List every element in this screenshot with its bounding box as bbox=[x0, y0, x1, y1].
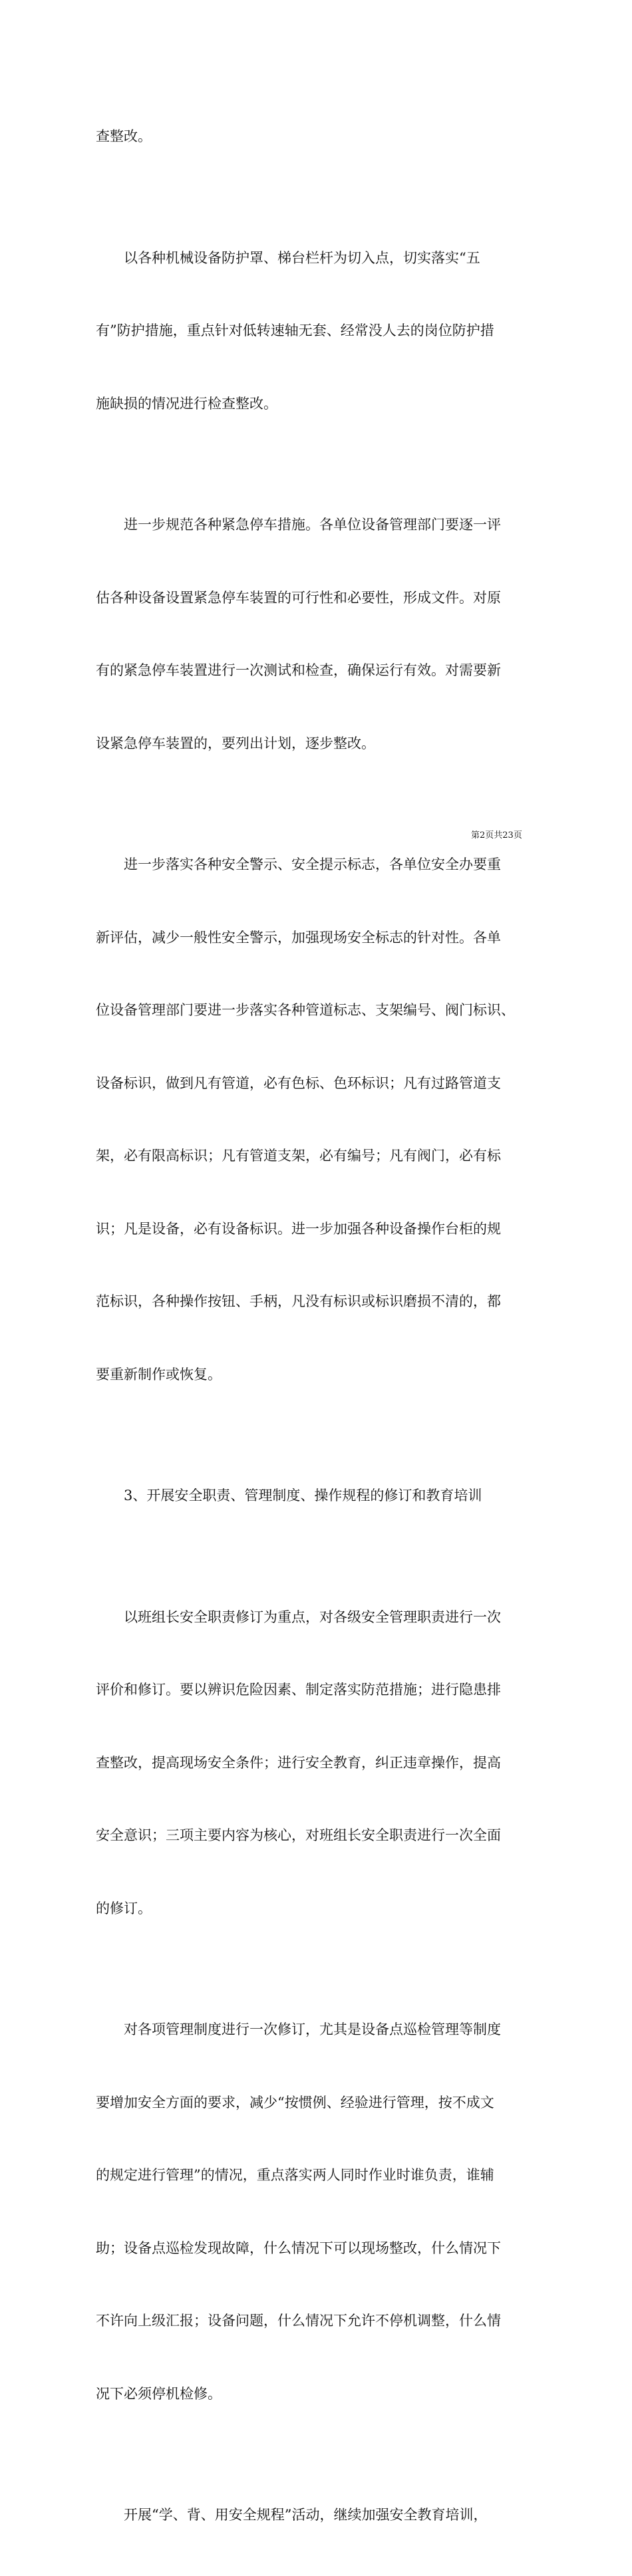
text-line: 进一步规范各种紧急停车措施。各单位设备管理部门要逐一评 bbox=[124, 517, 501, 533]
text-line: 进一步落实各种安全警示、安全提示标志，各单位安全办要重 bbox=[124, 856, 501, 872]
text-line: 新评估，减少一般性安全警示，加强现场安全标志的针对性。各单 bbox=[96, 929, 501, 946]
paragraph bbox=[96, 1557, 548, 1970]
text-line: 要增加安全方面的要求，减少“按惯例、经验进行管理，按不成文 bbox=[96, 2094, 494, 2111]
text-line: 施缺损的情况进行检查整改。 bbox=[96, 395, 277, 412]
text-line: 以班组长安全职责修订为重点，对各级安全管理职责进行一次 bbox=[124, 1609, 501, 1625]
text-line: 的修订。 bbox=[96, 1900, 152, 1916]
text-line: 对各项管理制度进行一次修订，尤其是设备点巡检管理等制度 bbox=[124, 2021, 501, 2037]
text-line: 范标识，各种操作按钮、手柄，凡没有标识或标识磨损不清的，都 bbox=[96, 1293, 501, 1309]
text-line: 况下必须停机检修。 bbox=[96, 2385, 222, 2402]
text-line: 3、开展安全职责、管理制度、操作规程的修订和教育培训 bbox=[124, 1487, 482, 1503]
text-line: 设备标识，做到凡有管道，必有色标、色环标识；凡有过路管道支 bbox=[96, 1075, 501, 1091]
section-heading bbox=[96, 1435, 548, 1557]
text-line: 有”防护措施，重点针对低转速轴无套、经常没人去的岗位防护措 bbox=[96, 322, 494, 338]
text-line: 查整改。 bbox=[96, 128, 152, 144]
text-line: 助；设备点巡检发现故障，什么情况下可以现场整改，什么情况下 bbox=[96, 2240, 501, 2256]
paragraph bbox=[96, 1969, 548, 2454]
text-line: 不许向上级汇报；设备问题，什么情况下允许不停机调整，什么情 bbox=[96, 2313, 501, 2329]
text-line: 有的紧急停车装置进行一次测试和检查，确保运行有效。对需要新 bbox=[96, 662, 501, 678]
text-line: 以各种机械设备防护罩、梯台栏杆为切入点，切实落实“五 bbox=[124, 249, 480, 266]
paragraph bbox=[96, 464, 548, 804]
text-line: 设紧急停车装置的，要列出计划，逐步整改。 bbox=[96, 735, 375, 751]
text-line: 的规定进行管理”的情况，重点落实两人同时作业时谁负责，谁辅 bbox=[96, 2167, 494, 2183]
paragraph bbox=[96, 76, 548, 197]
page-number: 第2页共23页 bbox=[471, 831, 522, 840]
text-line: 估各种设备设置紧急停车装置的可行性和必要性，形成文件。对原 bbox=[96, 589, 501, 606]
text-line: 评价和修订。要以辨识危险因素、制定落实防范措施；进行隐患排 bbox=[96, 1682, 501, 1698]
text-line: 识；凡是设备，必有设备标识。进一步加强各种设备操作台柜的规 bbox=[96, 1220, 501, 1237]
body-text bbox=[96, 76, 548, 2576]
text-line: 位设备管理部门要进一步落实各种管道标志、支架编号、阀门标识、 bbox=[96, 1002, 515, 1018]
paragraph bbox=[96, 197, 548, 465]
text-line: 要重新制作或恢复。 bbox=[96, 1366, 222, 1382]
text-line: 安全意识；三项主要内容为核心，对班组长安全职责进行一次全面 bbox=[96, 1827, 501, 1843]
paragraph bbox=[96, 2454, 548, 2576]
text-line: 开展“学、背、用安全规程”活动，继续加强安全教育培训， bbox=[124, 2507, 488, 2523]
paragraph bbox=[96, 804, 548, 1435]
text-line: 架，必有限高标识；凡有管道支架，必有编号；凡有阀门，必有标 bbox=[96, 1148, 501, 1164]
text-line: 查整改，提高现场安全条件；进行安全教育，纠正违章操作，提高 bbox=[96, 1754, 501, 1771]
